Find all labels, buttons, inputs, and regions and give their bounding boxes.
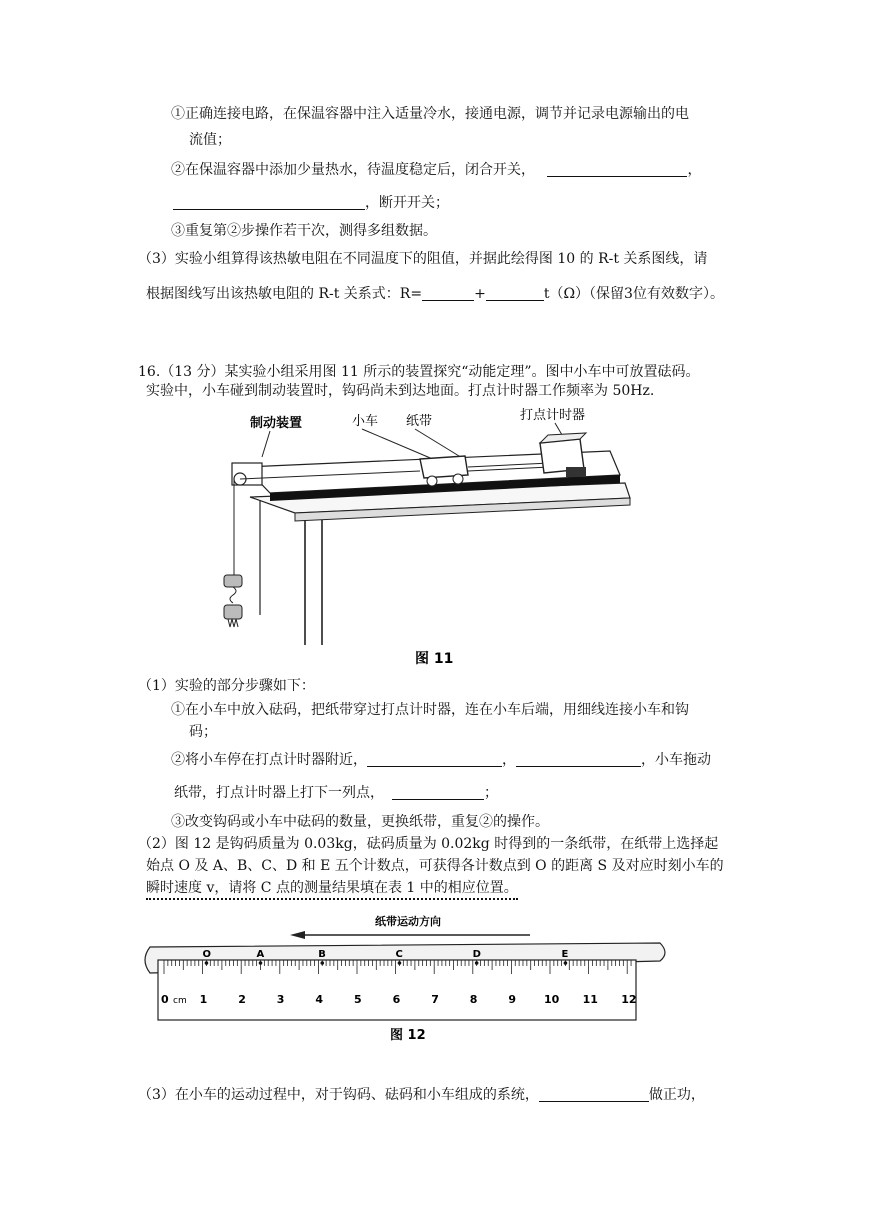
- step2-comma: ，: [502, 752, 516, 768]
- count-point-dot: [205, 961, 209, 965]
- step2-text: ②将小车停在打点计时器附近，: [171, 752, 367, 768]
- count-point-label: E: [561, 949, 569, 960]
- ruler-number: 4: [315, 993, 324, 1006]
- figure-12: [140, 905, 680, 1045]
- q16-part2-line2: 始点 O 及 A、B、C、D 和 E 五个计数点，可获得各计数点到 O 的距离 S 及对应时刻小车的: [146, 858, 724, 874]
- q16-part2-line1: （2）图 12 是钩码质量为 0.03kg，砝码质量为 0.02kg 时得到的一条纸带，在纸带上选择起: [138, 836, 719, 852]
- ruler-number: 2: [238, 993, 246, 1006]
- count-point-dot: [475, 961, 479, 965]
- count-point-label: O: [202, 949, 211, 960]
- ruler-number: 9: [508, 993, 517, 1006]
- ruler-number: 8: [469, 993, 478, 1006]
- label-brake: 制动装置: [250, 416, 303, 431]
- ruler-number: 0: [161, 993, 169, 1006]
- step1-line-a: ①正确连接电路，在保温容器中注入适量冷水，接通电源，调节并记录电源输出的电: [171, 106, 689, 122]
- plus-sign: +: [474, 286, 486, 302]
- part3-text: （3）在小车的运动过程中，对于钩码、砝码和小车组成的系统，: [138, 1087, 539, 1103]
- figure-11-caption: 图 11: [415, 651, 454, 667]
- answer-blank[interactable]: [422, 286, 474, 301]
- ruler-number: 7: [431, 993, 439, 1006]
- part3-end: 做正功，: [648, 1087, 705, 1103]
- q16-part1-intro: （1）实验的部分步骤如下：: [138, 678, 315, 694]
- q16-part1-step1-a: ①在小车中放入砝码，把纸带穿过打点计时器，连在小车后端，用细线连接小车和钩: [171, 702, 689, 718]
- direction-label: 纸带运动方向: [375, 915, 441, 928]
- figure-12-caption: 图 12: [390, 1028, 426, 1043]
- count-point-dot: [320, 961, 324, 965]
- step2-line-a: [171, 160, 701, 180]
- q16-line2: 实验中，小车碰到制动装置时，钩码尚未到达地面。打点计时器工作频率为 50Hz.: [146, 383, 655, 399]
- ruler-number: 6: [392, 993, 401, 1006]
- step2-line-b: [173, 193, 449, 213]
- q16-part1-step1-b: 码；: [189, 724, 217, 740]
- count-point-label: C: [395, 949, 403, 960]
- q16-part1-step2-b: [174, 783, 498, 803]
- q16-part1-step2-a: [171, 750, 711, 770]
- answer-blank[interactable]: [367, 752, 502, 767]
- count-point-dot: [259, 961, 263, 965]
- label-tape: 纸带: [406, 414, 433, 429]
- ruler-number: 10: [544, 993, 560, 1006]
- ruler-number: 11: [582, 993, 598, 1006]
- answer-blank[interactable]: [539, 1087, 649, 1102]
- ruler: [158, 960, 636, 1020]
- count-point-label: D: [472, 949, 481, 960]
- part3-line1: （3）实验小组算得该热敏电阻在不同温度下的阻值，并据此绘得图 10 的 R-t 关系图线，请: [138, 251, 708, 267]
- step2-comma: ，: [687, 162, 702, 178]
- count-point-label: A: [256, 949, 265, 960]
- answer-blank[interactable]: [516, 752, 641, 767]
- q16-part2-line3: 瞬时速度 v，请将 C 点的测量结果填在表 1 中的相应位置。: [146, 878, 518, 900]
- step2-end: ，断开开关；: [365, 195, 449, 211]
- step3-line: ③重复第②步操作若干次，测得多组数据。: [171, 223, 437, 239]
- ruler-number: 1: [199, 993, 208, 1006]
- part3-line2: [146, 284, 724, 304]
- step2-text-b: 纸带，打点计时器上打下一列点，: [174, 785, 384, 801]
- answer-blank[interactable]: [392, 785, 484, 800]
- ruler-number: 12: [621, 993, 637, 1006]
- figure-11: [210, 405, 640, 670]
- count-point-dot: [398, 961, 402, 965]
- ruler-number: 3: [276, 993, 285, 1006]
- q16-line1: 16.（13 分）某实验小组采用图 11 所示的装置探究“动能定理”。图中小车中可放置砝码。: [138, 364, 700, 380]
- answer-blank[interactable]: [486, 286, 544, 301]
- ruler-number: 5: [354, 993, 362, 1006]
- count-point-label: B: [318, 949, 326, 960]
- part3-formula-text: 根据图线写出该热敏电阻的 R-t 关系式：R=: [146, 286, 423, 302]
- label-timer: 打点计时器: [520, 408, 586, 423]
- direction-arrow-head: [290, 931, 305, 939]
- count-point-dot: [564, 961, 568, 965]
- step2-semicolon: ；: [484, 785, 498, 801]
- step2-text: ②在保温容器中添加少量热水，待温度稳定后，闭合开关，: [171, 162, 535, 178]
- step2-mid: ，小车拖动: [641, 752, 711, 768]
- step1-line-b: 流值；: [189, 132, 231, 148]
- part3-formula-end: t（Ω）（保留3位有效数字）。: [543, 286, 724, 302]
- answer-blank[interactable]: [547, 162, 687, 177]
- answer-blank[interactable]: [173, 195, 365, 210]
- label-cart: 小车: [352, 414, 379, 429]
- q16-part3-line1: [138, 1085, 705, 1105]
- q16-part1-step3: ③改变钩码或小车中砝码的数量，更换纸带，重复②的操作。: [171, 814, 549, 830]
- ruler-unit: cm: [173, 996, 187, 1006]
